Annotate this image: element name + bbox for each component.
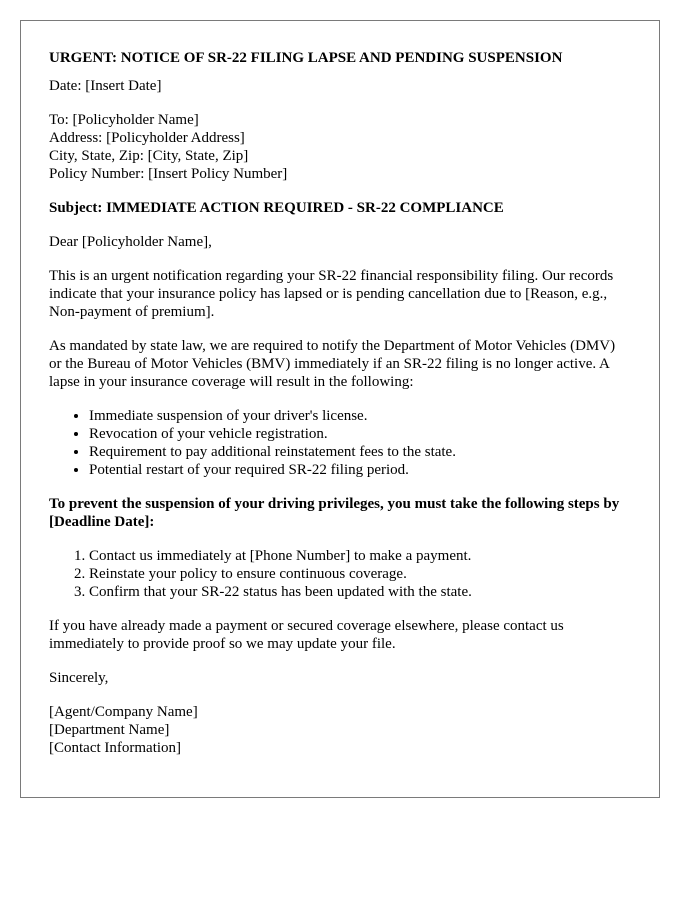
recipient-name-line: To: [Policyholder Name] — [49, 112, 199, 128]
list-item: • Potential restart of your required SR-22 filing period. — [89, 461, 631, 479]
contact-info-line: [Contact Information] — [49, 740, 182, 756]
action-heading: To prevent the suspension of your driving privileges, you must take the following steps by [Deadline Date]: — [49, 496, 620, 530]
consequences-list — [49, 407, 631, 479]
policy-number-line: Policy Number: [Insert Policy Number] — [49, 166, 288, 182]
letter-document — [20, 20, 660, 798]
steps-list — [49, 547, 631, 601]
letter-subject: Subject: IMMEDIATE ACTION REQUIRED - SR-22 COMPLIANCE — [49, 200, 504, 216]
recipient-address-line: Address: [Policyholder Address] — [49, 130, 245, 146]
proof-paragraph: If you have already made a payment or secured coverage elsewhere, please contact us immediately to provide proof so we may update your file. — [49, 618, 564, 652]
legal-notice-paragraph: As mandated by state law, we are required to notify the Department of Motor Vehicles (DMV) or the Bureau of Motor Vehicles (BMV) immediately if an SR-22 filing is no longer active. A lapse in your insurance coverage will result in the following: — [49, 338, 616, 390]
letter-closing: Sincerely, — [49, 670, 109, 686]
list-item: • Immediate suspension of your driver's license. — [89, 407, 631, 425]
signature-block — [49, 703, 631, 757]
list-item: • Revocation of your vehicle registration. — [89, 425, 631, 443]
list-item: • Requirement to pay additional reinstatement fees to the state. — [89, 443, 631, 461]
letter-title: URGENT: NOTICE OF SR-22 FILING LAPSE AND PENDING SUSPENSION — [49, 50, 563, 66]
letter-date: Date: [Insert Date] — [49, 78, 162, 94]
department-line: [Department Name] — [49, 722, 170, 738]
agent-company-line: [Agent/Company Name] — [49, 704, 198, 720]
recipient-address-block — [49, 111, 631, 183]
recipient-city-line: City, State, Zip: [City, State, Zip] — [49, 148, 249, 164]
list-item: 2. Reinstate your policy to ensure continuous coverage. — [89, 565, 631, 583]
list-item: 1. Contact us immediately at [Phone Number] to make a payment. — [89, 547, 631, 565]
intro-paragraph: This is an urgent notification regarding your SR-22 financial responsibility filing. Our records indicate that your insurance policy has lapsed or is pending cancellation due to [Reason, e.g., Non-payment of premium]. — [49, 268, 614, 320]
list-item: 3. Confirm that your SR-22 status has been updated with the state. — [89, 583, 631, 601]
letter-salutation: Dear [Policyholder Name], — [49, 234, 212, 250]
